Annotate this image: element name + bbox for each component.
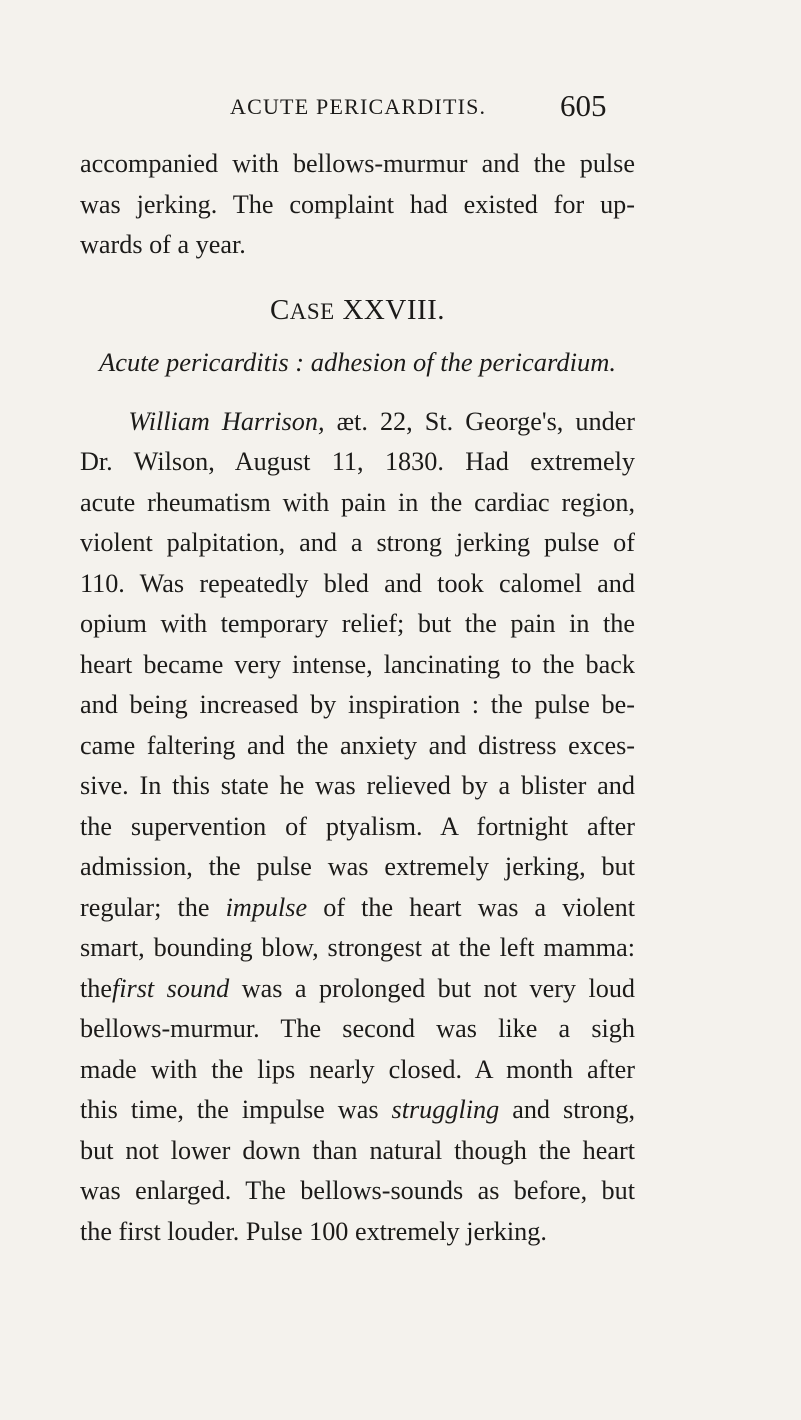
line-fragment: æt. 22, St. George's, under <box>336 406 636 436</box>
italic-term: first sound <box>112 973 230 1003</box>
text-line: bellows-murmur. The second was like a sigh <box>80 1014 635 1043</box>
text-line: Dr. Wilson, August 11, 1830. Had extremely <box>80 447 635 476</box>
text-line: the first louder. Pulse 100 extremely jerking. <box>80 1216 547 1246</box>
text-line: accompanied with bellows-murmur and the pulse <box>80 149 635 178</box>
case-heading <box>80 280 635 340</box>
text-line: violent palpitation, and a strong jerking pulse of <box>80 528 635 557</box>
text-line: heart became very intense, lancinating to the back <box>80 649 635 679</box>
case-heading-rest: ASE <box>289 298 335 324</box>
text-line: 110. Was repeatedly bled and took calomel and <box>80 568 635 598</box>
text-line: sive. In this state he was relieved by a blister and <box>80 771 635 800</box>
line-fragment: the <box>80 973 112 1003</box>
text-line <box>80 402 635 443</box>
case-number: XXVIII. <box>342 293 446 326</box>
text-line: was jerking. The complaint had existed for up- <box>80 189 635 219</box>
running-head <box>230 88 630 128</box>
line-fragment: this time, the impulse was <box>80 1095 379 1124</box>
italic-term: struggling <box>391 1095 500 1124</box>
line-fragment: was a prolonged but not very loud <box>241 973 636 1003</box>
text-line: but not lower down than natural though the heart <box>80 1135 635 1165</box>
text-line: made with the lips nearly closed. A month after <box>80 1054 635 1084</box>
running-title: ACUTE PERICARDITIS. <box>230 94 487 119</box>
text-line: and being increased by inspiration : the pulse be- <box>80 690 635 719</box>
page-number: 605 <box>560 88 607 123</box>
text-line <box>80 1090 635 1131</box>
patient-name: William Harrison, <box>128 406 325 436</box>
case-subtitle: Acute pericarditis : adhesion of the pericardium. <box>99 346 616 377</box>
case-heading-initial: C <box>269 293 290 326</box>
line-fragment: and strong, <box>512 1095 636 1124</box>
text-line: was enlarged. The bellows-sounds as before, but <box>80 1176 635 1205</box>
italic-term: impulse <box>225 892 308 922</box>
line-fragment: regular; the <box>80 892 210 922</box>
line-fragment: of the heart was a violent <box>323 892 635 922</box>
text-line: admission, the pulse was extremely jerking, but <box>80 852 635 881</box>
text-line: the supervention of ptyalism. A fortnight after <box>80 811 635 841</box>
text-line: smart, bounding blow, strongest at the left mamma: <box>80 933 635 962</box>
text-block <box>80 144 635 1252</box>
text-line <box>80 969 635 1010</box>
text-line: wards of a year. <box>80 230 246 259</box>
text-line: acute rheumatism with pain in the cardiac region, <box>80 487 635 517</box>
text-line <box>80 888 635 929</box>
text-line: opium with temporary relief; but the pain in the <box>80 609 635 638</box>
text-line: came faltering and the anxiety and distress exces- <box>80 730 635 760</box>
